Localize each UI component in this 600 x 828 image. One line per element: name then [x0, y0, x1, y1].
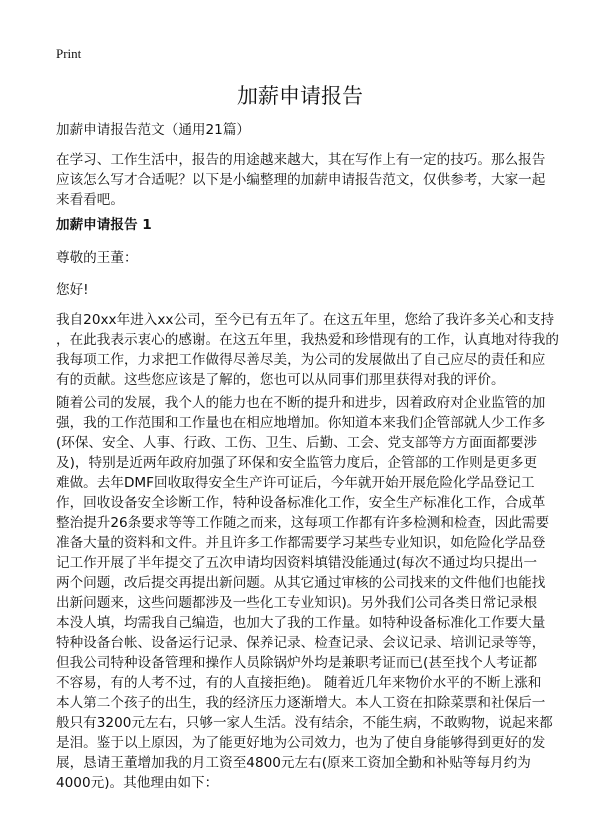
text-line: 来看看吧。: [56, 192, 124, 208]
text-line: 我自20xx年进入xx公司，至今已有五年了。在这五年里，您给了我许多关心和支持: [56, 312, 555, 328]
text-line: 是泪。鉴于以上原因，为了能更好地为公司效力，也为了使自身能够得到更好的发: [56, 735, 546, 751]
text-line: 我每项工作，力求把工作做得尽善尽美，为公司的发展做出了自己应尽的责任和应: [56, 352, 546, 368]
text-line: 两个问题，改后提交再提出新问题。从其它通过审核的公司找来的文件他们也能找: [56, 575, 546, 591]
print-link[interactable]: Print: [56, 46, 82, 61]
document-title: 加薪申请报告: [237, 84, 363, 108]
text-line: 应该怎么写才合适呢？以下是小编整理的加薪申请报告范文，仅供参考，大家一起: [56, 172, 546, 188]
text-line: 4000元)。其他理由如下：: [56, 775, 219, 791]
text-line: (环保、安全、人事、行政、工伤、卫生、后勤、工会、党支部等方方面面都要涉: [56, 435, 538, 451]
text-line: 出新问题来，这些问题都涉及一些化工专业知识)。另外我们公司各类日常记录根: [56, 595, 538, 611]
intro-paragraph: [56, 150, 556, 210]
paragraph-2: [56, 393, 556, 793]
subtitle: 加薪申请报告范文（通用21篇）: [56, 122, 251, 138]
section-heading: 加薪申请报告 1: [56, 217, 152, 233]
text-line: 在学习、工作生活中，报告的用途越来越大，其在写作上有一定的技巧。那么报告: [56, 152, 546, 168]
text-line: 准备大量的资料和文件。并且许多工作都需要学习某些专业知识，如危险化学品登: [56, 535, 546, 551]
text-line: 特种设备台帐、设备运行记录、保养记录、检查记录、会议记录、培训记录等等，: [56, 635, 546, 651]
text-line: 及)，特别是近两年政府加强了环保和安全监管力度后，企管部的工作则是更多更: [56, 455, 538, 471]
text-line: 记工作开展了半年提交了五次申请均因资料填错没能通过(每次不通过均只提出一: [56, 555, 538, 571]
text-line: 难做。去年DMF回收取得安全生产许可证后，今年就开始开展危险化学品登记工: [56, 475, 535, 491]
text-line: 有的贡献。这些您应该是了解的，您也可以从同事们那里获得对我的评价。: [56, 372, 505, 388]
text-line: 展，恳请王董增加我的月工资至4800元左右(原来工资加全勤和补贴等每月约为: [56, 755, 531, 771]
text-line: ，在此我表示衷心的感谢。在这五年里，我热爱和珍惜现有的工作，认真地对待我的: [56, 332, 559, 348]
text-line: 但我公司特种设备管理和操作人员除锅炉外均是兼职考证而已(甚至找个人考证都: [56, 655, 538, 671]
text-line: 随着公司的发展，我个人的能力也在不断的提升和进步，因着政府对企业监管的加: [56, 395, 546, 411]
text-line: 不容易，有的人考不过，有的人直接拒绝)。 随着近几年来物价水平的不断上涨和: [56, 675, 542, 691]
salutation: 尊敬的王董：: [56, 250, 138, 266]
text-line: 作，回收设备安全诊断工作，特种设备标准化工作，安全生产标准化工作，合成革: [56, 495, 546, 511]
greeting: 您好!: [56, 282, 89, 298]
text-line: 强，我的工作范围和工作量也在相应地增加。你知道本来我们企管部就人少工作多: [56, 415, 546, 431]
text-line: 本人第二个孩子的出生，我的经济压力逐渐增大。本人工资在扣除菜票和社保后一: [56, 695, 546, 711]
text-line: 整治提升26条要求等等工作随之而来，这每项工作都有许多检测和检查，因此需要: [56, 515, 550, 531]
text-line: 般只有3200元左右，只够一家人生活。没有结余，不能生病，不敢购物，说起来都: [56, 715, 553, 731]
paragraph-1: [56, 310, 559, 390]
text-line: 本没人填，均需我自己编造，也加大了我的工作量。如特种设备标准化工作要大量: [56, 615, 546, 631]
